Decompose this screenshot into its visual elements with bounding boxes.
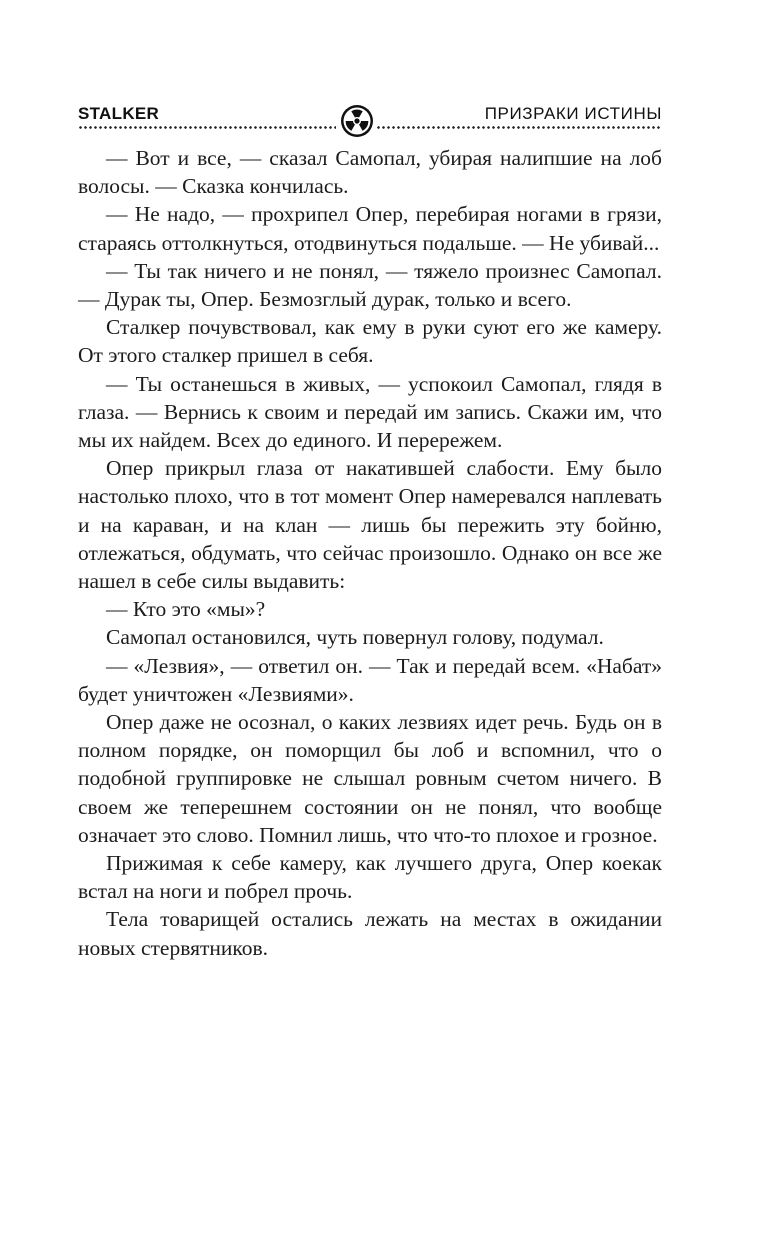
book-title: ПРИЗРАКИ ИСТИНЫ xyxy=(484,104,662,123)
paragraph: — Ты останешься в живых, — успокоил Самопал, глядя в глаза. — Вернись к своим и передай им запись. Скажи им, что мы их найдем. Всех до единого. И перережем. xyxy=(78,371,662,453)
paragraph: — Не надо, — прохрипел Опер, перебирая ногами в грязи, стараясь оттолкнуться, отодвинуться подальше. — Не убивай... xyxy=(78,202,662,255)
paragraph: — Вот и все, — сказал Самопал, убирая налипшие на лоб волосы. — Сказка кончилась. xyxy=(78,146,662,199)
series-title: STALKER xyxy=(78,104,160,123)
paragraph: Тела товарищей остались лежать на местах в ожидании новых стервятников. xyxy=(78,907,662,960)
dotted-rule-right xyxy=(376,126,662,129)
paragraph: Самопал остановился, чуть повернул голову, подумал. xyxy=(106,625,604,650)
paragraph: Прижимая к себе камеру, как лучшего друга, Опер коекак встал на ноги и побрел прочь. xyxy=(78,851,662,904)
dotted-rule-left xyxy=(78,126,336,129)
paragraph: — Ты так ничего и не понял, — тяжело произнес Самопал. — Дурак ты, Опер. Безмозглый дурак, только и всего. xyxy=(78,258,662,312)
radiation-icon xyxy=(340,104,374,138)
paragraph: Опер прикрыл глаза от накатившей слабости. Ему было настолько плохо, что в тот момент Опер намеревался наплевать и на караван, и на клан — лишь бы пережить эту бойню, отлежаться, обдумать, что сейчас произошло. Однако он все же нашел в себе силы выдавить: xyxy=(78,456,662,594)
running-header xyxy=(78,98,662,134)
paragraph: — Кто это «мы»? xyxy=(106,597,266,622)
paragraph: — «Лезвия», — ответил он. — Так и передай всем. «Набат» будет уничтожен «Лезвиями». xyxy=(78,653,662,706)
text-body xyxy=(78,144,662,962)
paragraph: Опер даже не осознал, о каких лезвиях идет речь. Будь он в полном порядке, он поморщил бы лоб и вспомнил, что о подобной группировке не слышал ровным счетом ничего. В своем же теперешнем состоянии он не понял, что вообще означает это слово. Помнил лишь, что что-то плохое и грозное. xyxy=(78,710,662,847)
paragraph: Сталкер почувствовал, как ему в руки суют его же камеру. От этого сталкер пришел в себя. xyxy=(78,315,662,368)
